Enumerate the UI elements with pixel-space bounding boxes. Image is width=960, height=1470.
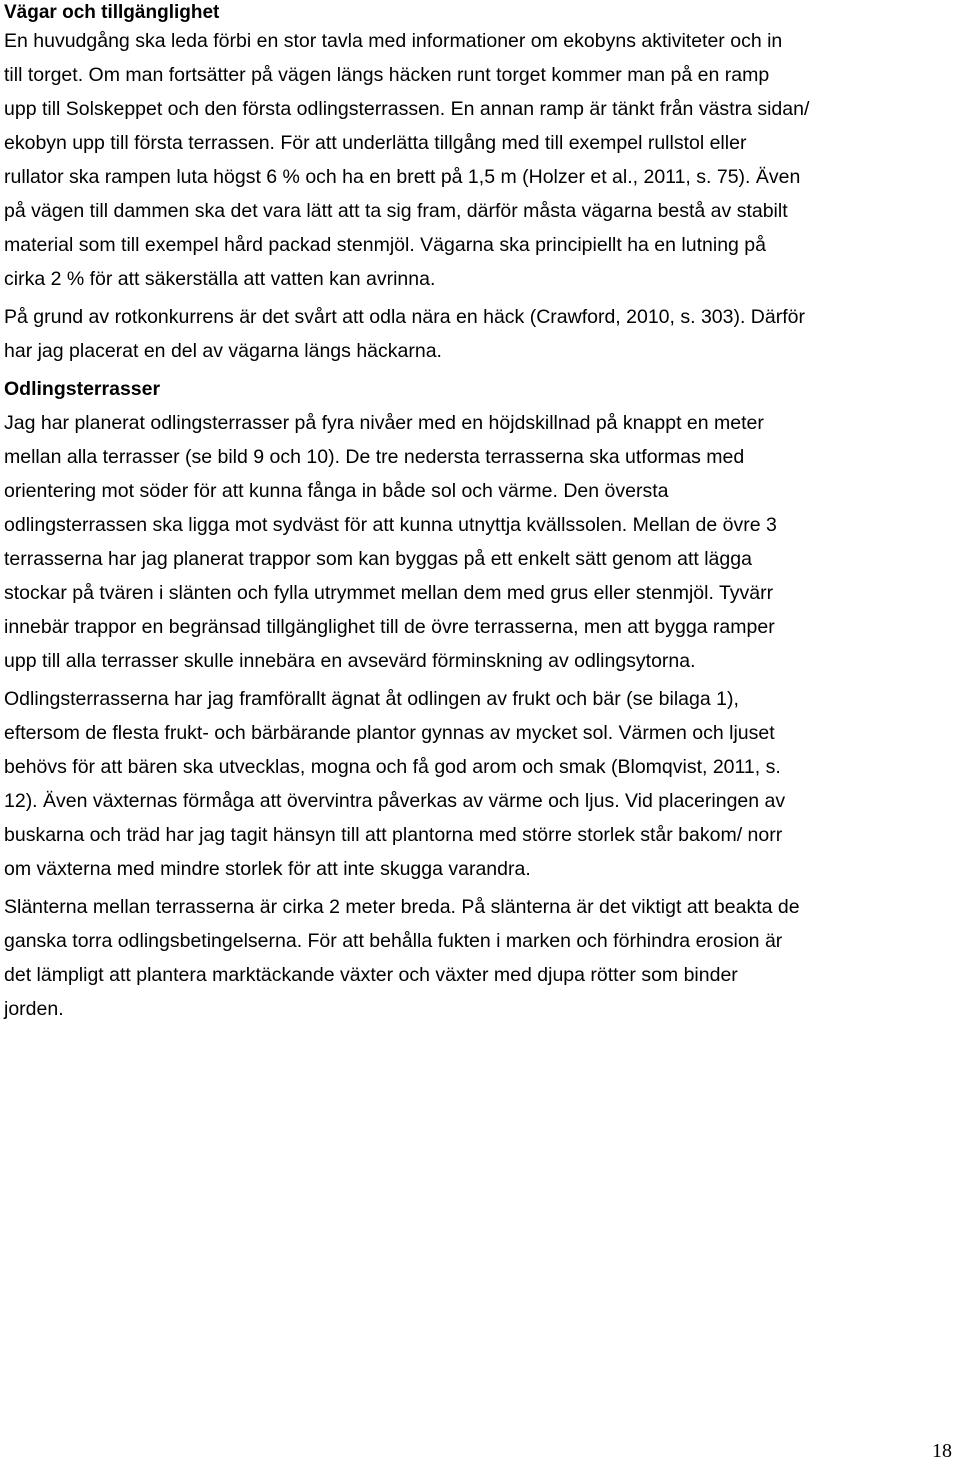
- text-line: odlingsterrassen ska ligga mot sydväst för att kunna utnyttja kvällssolen. Mellan de övre 3: [4, 514, 777, 536]
- paragraph-terrasser-3: [4, 890, 952, 1026]
- text-line: cirka 2 % för att säkerställa att vatten kan avrinna.: [4, 268, 436, 290]
- text-line: rullator ska rampen luta högst 6 % och ha en brett på 1,5 m (Holzer et al., 2011, s. 75). Även: [4, 166, 801, 188]
- text-line: har jag placerat en del av vägarna längs häckarna.: [4, 340, 442, 362]
- text-line: På grund av rotkonkurrens är det svårt att odla nära en häck (Crawford, 2010, s. 303). Därför: [4, 306, 805, 328]
- text-line: upp till alla terrasser skulle innebära en avsevärd förminskning av odlingsytorna.: [4, 650, 696, 672]
- text-line: behövs för att bären ska utvecklas, mogna och få god arom och smak (Blomqvist, 2011, s.: [4, 756, 781, 778]
- document-page: [4, 0, 952, 1030]
- text-line: upp till Solskeppet och den första odlingsterrassen. En annan ramp är tänkt från västra sidan/: [4, 98, 810, 120]
- text-line: Jag har planerat odlingsterrasser på fyra nivåer med en höjdskillnad på knappt en meter: [4, 412, 764, 434]
- text-line: 12). Även växternas förmåga att övervintra påverkas av värme och ljus. Vid placeringen av: [4, 790, 786, 812]
- paragraph-vagar-2: [4, 300, 952, 368]
- text-line: det lämpligt att plantera marktäckande växter och växter med djupa rötter som binder: [4, 964, 738, 986]
- text-line: Slänterna mellan terrasserna är cirka 2 meter breda. På slänterna är det viktigt att beakta de: [4, 896, 800, 918]
- text-line: ekobyn upp till första terrassen. För att underlätta tillgång med till exempel rullstol eller: [4, 132, 747, 154]
- text-line: till torget. Om man fortsätter på vägen längs häcken runt torget kommer man på en ramp: [4, 64, 770, 86]
- text-line: buskarna och träd har jag tagit hänsyn till att plantorna med större storlek står bakom/ norr: [4, 824, 783, 846]
- paragraph-vagar-1: [4, 24, 952, 296]
- paragraph-terrasser-2: [4, 682, 952, 886]
- section-heading-vagar: Vägar och tillgänglighet: [4, 2, 220, 23]
- text-line: jorden.: [4, 998, 64, 1020]
- text-line: mellan alla terrasser (se bild 9 och 10). De tre nedersta terrasserna ska utformas med: [4, 446, 745, 468]
- text-line: på vägen till dammen ska det vara lätt att ta sig fram, därför måsta vägarna bestå av stabilt: [4, 200, 788, 222]
- text-line: stockar på tvären i slänten och fylla utrymmet mellan dem med grus eller stenmjöl. Tyvärr: [4, 582, 774, 604]
- text-line: innebär trappor en begränsad tillgänglighet till de övre terrasserna, men att bygga ramper: [4, 616, 775, 638]
- text-line: En huvudgång ska leda förbi en stor tavla med informationer om ekobyns aktiviteter och in: [4, 30, 783, 52]
- text-line: om växterna med mindre storlek för att inte skugga varandra.: [4, 858, 531, 880]
- text-line: Odlingsterrasserna har jag framförallt ägnat åt odlingen av frukt och bär (se bilaga 1),: [4, 688, 739, 710]
- section-heading-odlingsterrasser: Odlingsterrasser: [4, 378, 161, 400]
- text-line: eftersom de flesta frukt- och bärbärande plantor gynnas av mycket sol. Värmen och ljuset: [4, 722, 775, 744]
- text-line: material som till exempel hård packad stenmjöl. Vägarna ska principiellt ha en lutning på: [4, 234, 766, 256]
- paragraph-terrasser-1: [4, 406, 952, 678]
- page-number: 18: [932, 1440, 952, 1462]
- text-line: orientering mot söder för att kunna fånga in både sol och värme. Den översta: [4, 480, 669, 502]
- text-line: ganska torra odlingsbetingelserna. För att behålla fukten i marken och förhindra erosion är: [4, 930, 783, 952]
- text-line: terrasserna har jag planerat trappor som kan byggas på ett enkelt sätt genom att lägga: [4, 548, 752, 570]
